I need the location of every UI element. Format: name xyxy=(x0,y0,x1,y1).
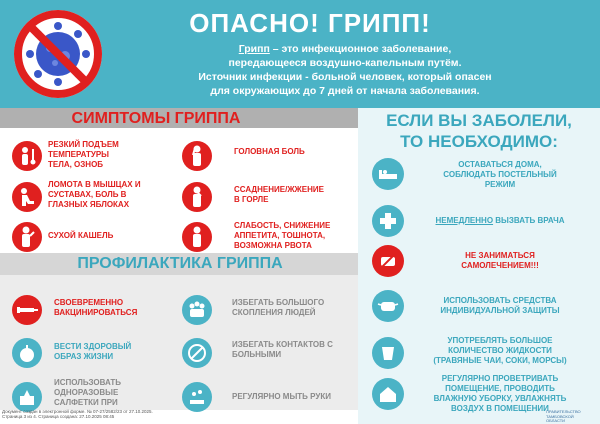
crowd-icon xyxy=(182,295,212,325)
action-ventilate: РЕГУЛЯРНО ПРОВЕТРИВАТЬ ПОМЕЩЕНИЕ, ПРОВОДИТЬ ВЛАЖНУЮ УБОРКУ, УВЛАЖНЯТЬ ВОЗДУХ В ПОМЕЩЕНИИ xyxy=(433,374,567,413)
symptom-cough: СУХОЙ КАШЕЛЬ xyxy=(48,231,114,240)
no-contact-icon xyxy=(182,338,212,368)
ventilation-house-icon xyxy=(372,378,404,410)
symptoms-title: СИМПТОМЫ ГРИППА xyxy=(71,110,241,127)
symptom-aches: ЛОМОТА В МЫШЦАХ И СУСТАВАХ, БОЛЬ В ГЛАЗНЫХ ЯБЛОКАХ xyxy=(48,180,141,209)
apple-icon xyxy=(12,338,42,368)
cough-person-icon xyxy=(12,222,42,252)
prevention-tissues: ИСПОЛЬЗОВАТЬ ОДНОРАЗОВЫЕ САЛФЕТКИ ПРИ xyxy=(54,378,121,407)
intro-line-1: – это инфекционное заболевание, xyxy=(269,43,452,55)
prevention-healthy-lifestyle: ВЕСТИ ЗДОРОВЫЙ ОБРАЗ ЖИЗНИ xyxy=(54,342,132,361)
government-logo: ПРАВИТЕЛЬСТВО ТАМБОВСКОЙ ОБЛАСТИ xyxy=(546,409,581,423)
weakness-person-icon xyxy=(182,222,212,252)
prevention-vaccinate: СВОЕВРЕМЕННО ВАКЦИНИРОВАТЬСЯ xyxy=(54,298,138,317)
intro-text xyxy=(110,42,580,98)
headache-person-icon xyxy=(182,141,212,171)
prevention-avoid-sick: ИЗБЕГАТЬ КОНТАКТОВ С БОЛЬНЫМИ xyxy=(232,340,333,359)
symptom-sore-throat: ССАДНЕНИЕ/ЖЖЕНИЕ В ГОРЛЕ xyxy=(234,185,324,204)
joint-pain-person-icon xyxy=(12,182,42,212)
prevention-avoid-crowds: ИЗБЕГАТЬ БОЛЬШОГО СКОПЛЕНИЯ ЛЮДЕЙ xyxy=(232,298,325,317)
handwash-icon xyxy=(182,382,212,412)
action-stay-home: ОСТАВАТЬСЯ ДОМА, СОБЛЮДАТЬ ПОСТЕЛЬНЫЙ РЕЖИМ xyxy=(443,160,557,189)
drink-cup-icon xyxy=(372,337,404,369)
bed-icon xyxy=(372,158,404,190)
action-use-ppe: ИСПОЛЬЗОВАТЬ СРЕДСТВА ИНДИВИДУАЛЬНОЙ ЗАЩИТЫ xyxy=(440,296,560,315)
intro-line-4: для окружающих до 7 дней от начала заболевания. xyxy=(210,85,480,97)
action-drink-fluids: УПОТРЕБЛЯТЬ БОЛЬШОЕ КОЛИЧЕСТВО ЖИДКОСТИ (ТРАВЯНЫЕ ЧАИ, СОКИ, МОРСЫ) xyxy=(433,336,567,365)
no-pills-icon xyxy=(372,245,404,277)
symptom-fever: РЕЗКИЙ ПОДЪЕМ ТЕМПЕРАТУРЫ ТЕЛА, ОЗНОБ xyxy=(48,140,119,169)
syringe-icon xyxy=(12,295,42,325)
action-no-self-treatment: НЕ ЗАНИМАТЬСЯ САМОЛЕЧЕНИЕМ!!! xyxy=(461,251,539,270)
tissue-box-icon xyxy=(12,382,42,412)
if-sick-title: ЕСЛИ ВЫ ЗАБОЛЕЛИ, ТО НЕОБХОДИМО: xyxy=(386,111,572,151)
intro-keyword: Грипп xyxy=(238,43,270,55)
page-title: ОПАСНО! ГРИПП! xyxy=(189,8,431,38)
prevention-title: ПРОФИЛАКТИКА ГРИППА xyxy=(77,255,283,272)
symptom-weakness: СЛАБОСТЬ, СНИЖЕНИЕ АППЕТИТА, ТОШНОТА, ВОЗМОЖНА РВОТА xyxy=(234,221,331,250)
symptom-headache: ГОЛОВНАЯ БОЛЬ xyxy=(234,147,305,156)
intro-line-3: Источник инфекции - больной человек, который опасен xyxy=(198,71,492,83)
document-stamp: Документ создан в электронной форме. № 07-27/2582/23 от 27.10.2025. Страница 3 из 4. Страница создана: 27.10.2025 08:45 xyxy=(2,409,153,419)
sore-throat-person-icon xyxy=(182,182,212,212)
face-mask-icon xyxy=(372,290,404,322)
intro-line-2: передающееся воздушно-капельным путём. xyxy=(228,57,462,69)
thermometer-person-icon xyxy=(12,141,42,171)
prevention-wash-hands: РЕГУЛЯРНО МЫТЬ РУКИ xyxy=(232,392,331,401)
virus-crossed-icon xyxy=(10,6,106,102)
medical-cross-icon xyxy=(372,205,404,237)
action-call-doctor: НЕМЕДЛЕННО ВЫЗВАТЬ ВРАЧА xyxy=(435,216,565,225)
